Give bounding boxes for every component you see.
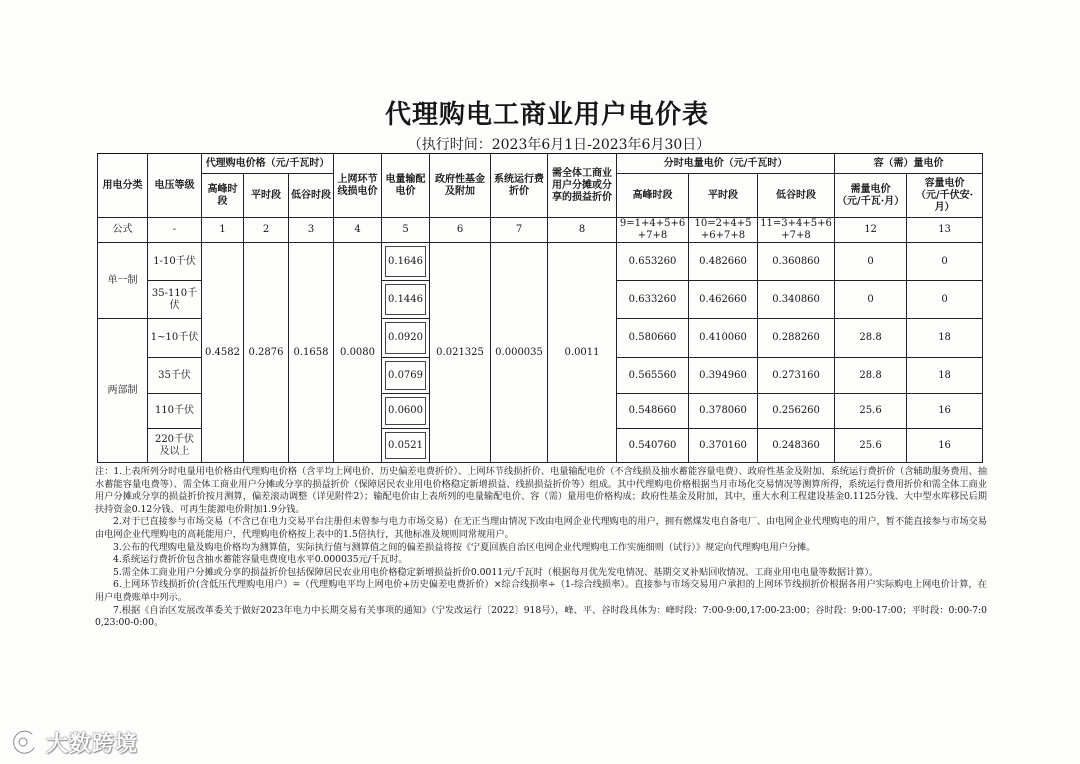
shared-gov-fund: 0.021325 — [430, 243, 491, 463]
table-row — [98, 243, 983, 281]
note-item: 4.系统运行费折价包含抽水蓄能容量电费度电水平0.000035元/千瓦时。 — [113, 554, 408, 566]
voltage-cell: 35-110千伏 — [148, 281, 202, 319]
capacity-cell: 0 — [907, 281, 983, 319]
notes-section — [95, 466, 987, 630]
tou-valley-cell: 0.256260 — [758, 394, 835, 429]
header-demand-price-label: 需量电价 — [850, 183, 891, 195]
header-agent-peak: 高峰时段 — [202, 174, 244, 218]
formula-cell: 9=1+4+5+6+7+8 — [617, 218, 689, 243]
header-tou-group: 分时电量电价（元/千瓦时） — [617, 154, 835, 174]
transmission-cell: 0.0521 — [382, 429, 430, 463]
page-subtitle: （执行时间：2023年6月1日-2023年6月30日） — [407, 137, 711, 153]
capacity-cell: 18 — [907, 319, 983, 358]
header-system-fee: 系统运行费折价 — [491, 154, 548, 218]
tou-flat-cell: 0.394960 — [689, 358, 758, 394]
shared-agent-valley: 0.1658 — [289, 243, 334, 463]
note-text: 1.上表所列分时电量用电价格由代理购电价格（含平均上网电价、历史偏差电费折价）、上网环节线损折价、电量输配电价（不含线损及抽水蓄能容量电费）、政府性基金及附加、系统运行费折价（含辅助服务费用、抽水蓄能容量电费等）、需全体工商业用户分摊或分享的损益折价（保障居民农业用电价格稳定新增损益、线损损益折价等）组成。其中代理购电价格根据当月市场化交易情况等测算所得，系统运行费用折价和需全体工商业用户分摊或分享的损益折价按月测算，偏差滚动调整（详见附件2）；输配电价由上表所列的电量输配电价、容（需）量用电价格构成；政府性基金及附加，其中，重大水利工程建设基金0.1125分钱、大中型水库移民后期扶持资金0.12分钱、可再生能源电价附加1.9分钱。 — [95, 466, 988, 515]
tou-valley-cell: 0.360860 — [758, 243, 835, 281]
formula-cell: 1 — [202, 218, 244, 243]
formula-cell: 11=3+4+5+6+7+8 — [758, 218, 835, 243]
header-voltage: 电压等级 — [148, 154, 202, 218]
shared-system-fee: 0.000035 — [491, 243, 548, 463]
transmission-cell: 0.1646 — [382, 243, 430, 281]
brand-logo-icon — [8, 727, 42, 757]
formula-cell: - — [148, 218, 202, 243]
tou-valley-cell: 0.340860 — [758, 281, 835, 319]
notes-prefix: 注： — [95, 466, 114, 477]
watermark-text: 大数跨境 — [46, 731, 139, 757]
demand-cell: 0 — [835, 243, 907, 281]
voltage-cell: 110千伏 — [148, 394, 202, 429]
demand-cell: 25.6 — [835, 394, 907, 429]
header-category: 用电分类 — [98, 154, 148, 218]
header-line-loss: 上网环节线损电价 — [334, 154, 382, 218]
header-agent-price-group: 代理购电价格（元/千瓦时） — [202, 154, 334, 174]
note-item: 7.根据《自治区发展改革委关于做好2023年电力中长期交易有关事项的通知》（宁发改运行〔2022〕918号），峰、平、谷时段具体为：峰时段：7:00-9:00,17:00-23:00；谷时段：9:00-17:00；平时段：0:00-7:00,23:00-0:00。 — [95, 604, 987, 629]
formula-cell: 13 — [907, 218, 983, 243]
shared-agent-flat: 0.2876 — [244, 243, 289, 463]
demand-cell: 25.6 — [835, 429, 907, 463]
transmission-cell: 0.0769 — [382, 358, 430, 394]
formula-cell: 3 — [289, 218, 334, 243]
price-table — [97, 153, 983, 463]
tou-valley-cell: 0.273160 — [758, 358, 835, 394]
tou-valley-cell: 0.288260 — [758, 319, 835, 358]
tou-peak-cell: 0.580660 — [617, 319, 689, 358]
voltage-cell: 220千伏及以上 — [148, 429, 202, 463]
formula-cell: 6 — [430, 218, 491, 243]
capacity-cell: 18 — [907, 358, 983, 394]
formula-cell: 5 — [382, 218, 430, 243]
note-item: 3.公布的代理购电量及购电价格均为测算值，实际执行值与测算值之间的偏差损益将按《宁夏回族自治区电网企业代理购电工作实施细则（试行）》规定向代理购电用户分摊。 — [113, 541, 816, 553]
note-item: 2.对于已直接参与市场交易（不含已在电力交易平台注册但未曾参与电力市场交易）在无正当理由情况下改由电网企业代理购电的用户，拥有燃煤发电自备电厂、由电网企业代理购电的用户，暂不能直接参与市场交易由电网企业代理购电的高耗能用户，代理购电价格按上表中的1.5倍执行，其他标准及规则同常规用户。 — [95, 516, 987, 540]
tou-peak-cell: 0.653260 — [617, 243, 689, 281]
voltage-cell: 35千伏 — [148, 358, 202, 394]
header-row-groups — [98, 154, 983, 174]
tou-flat-cell: 0.378060 — [689, 394, 758, 429]
capacity-cell: 16 — [907, 394, 983, 429]
tou-flat-cell: 0.410060 — [689, 319, 758, 358]
header-tou-valley: 低谷时段 — [758, 174, 835, 218]
tou-peak-cell: 0.633260 — [617, 281, 689, 319]
header-gov-fund: 政府性基金及附加 — [430, 154, 491, 218]
note-item: 6.上网环节线损折价(含低压代理购电用户）=（代理购电平均上网电价+历史偏差电费折价）×综合线损率÷（1-综合线损率）。直接参与市场交易用户承担的上网环节线损折价根据各用户实际购电上网电价计算，在用户电费账单中列示。 — [95, 579, 987, 603]
header-transmission: 电量输配电价 — [382, 154, 430, 218]
transmission-cell: 0.1446 — [382, 281, 430, 319]
capacity-cell: 16 — [907, 429, 983, 463]
page-title: 代理购电工商业用户电价表 — [384, 100, 709, 130]
formula-label: 公式 — [98, 218, 148, 243]
shared-loss-cell: 0.0011 — [548, 243, 617, 463]
watermark — [8, 726, 138, 758]
header-capacity-price — [907, 174, 983, 218]
tou-flat-cell: 0.462660 — [689, 281, 758, 319]
header-capacity-price-label: 容量电价 — [924, 177, 965, 189]
header-agent-valley: 低谷时段 — [289, 174, 334, 218]
formula-cell: 10=2+4+5+6+7+8 — [689, 218, 758, 243]
note-item: 5.需全体工商业用户分摊或分享的损益折价包括保障居民农业用电价格稳定新增损益折价0.0011元/千瓦时（根据每月优先发电情况、基期交叉补贴回收情况、工商业用电电量等数据计算）。 — [113, 566, 879, 578]
formula-cell: 7 — [491, 218, 548, 243]
category-two-part: 两部制 — [98, 319, 148, 463]
note-item — [95, 466, 987, 516]
voltage-cell: 1~10千伏 — [148, 319, 202, 358]
capacity-cell: 0 — [907, 243, 983, 281]
tou-flat-cell: 0.482660 — [689, 243, 758, 281]
tou-peak-cell: 0.565560 — [617, 358, 689, 394]
formula-row — [98, 218, 983, 243]
shared-line-loss: 0.0080 — [334, 243, 382, 463]
voltage-cell: 1-10千伏 — [148, 243, 202, 281]
formula-cell: 12 — [835, 218, 907, 243]
header-tou-peak: 高峰时段 — [617, 174, 689, 218]
demand-cell: 0 — [835, 281, 907, 319]
header-agent-flat: 平时段 — [244, 174, 289, 218]
tou-peak-cell: 0.540760 — [617, 429, 689, 463]
tou-flat-cell: 0.370160 — [689, 429, 758, 463]
formula-cell: 4 — [334, 218, 382, 243]
header-tou-flat: 平时段 — [689, 174, 758, 218]
formula-cell: 2 — [244, 218, 289, 243]
header-demand-price — [835, 174, 907, 218]
header-capacity-group: 容（需）量电价 — [835, 154, 983, 174]
demand-cell: 28.8 — [835, 319, 907, 358]
tou-valley-cell: 0.248360 — [758, 429, 835, 463]
header-capacity-price-unit: （元/千伏安·月） — [915, 189, 974, 213]
category-single: 单一制 — [98, 243, 148, 319]
header-shared-loss: 需全体工商业用户分摊或分享的损益折价 — [548, 154, 617, 218]
transmission-cell: 0.0600 — [382, 394, 430, 429]
tou-peak-cell: 0.548660 — [617, 394, 689, 429]
transmission-cell: 0.0920 — [382, 319, 430, 358]
shared-agent-peak: 0.4582 — [202, 243, 244, 463]
demand-cell: 28.8 — [835, 358, 907, 394]
formula-cell: 8 — [548, 218, 617, 243]
header-demand-price-unit: （元/千瓦·月） — [837, 195, 905, 207]
